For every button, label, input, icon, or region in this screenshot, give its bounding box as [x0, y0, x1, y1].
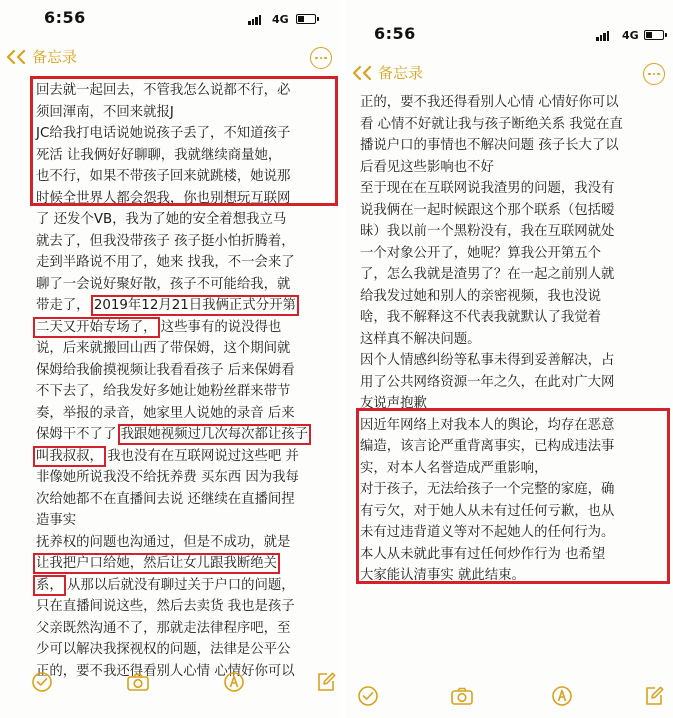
highlighted-text: 让我把户口给她，然后让女儿跟我断绝关 [36, 556, 278, 571]
note-line [36, 424, 334, 446]
highlighted-text: 系， [36, 577, 63, 593]
markup-icon[interactable] [222, 670, 246, 694]
note-line: 因个人情感纠纷等私事未得到妥善解决，占 [360, 353, 615, 368]
back-label: 备忘录 [32, 48, 78, 66]
battery-icon [296, 14, 316, 24]
network-label: 4G [272, 13, 289, 26]
status-bar [0, 0, 340, 34]
checklist-icon[interactable] [30, 670, 54, 694]
signal-icon [596, 31, 609, 41]
note-line: 编造，该言论严重背离事实，已构成违法事 [360, 439, 615, 454]
note-line: 走到半路说不用了，她来 找我，不一会来了 [36, 255, 295, 270]
note-line: 时候全世界人都会怨我，你也别想玩互联网 [36, 190, 291, 206]
note-line: 对于孩子，无法给孩子一个完整的家庭，确 [360, 482, 615, 497]
compose-icon[interactable] [642, 684, 666, 708]
note-line: 实，对本人名誉造成严重影响， [360, 460, 548, 476]
note-line: 后看见这些影响也不好 [360, 159, 494, 175]
note-line: 父亲既然沟通不了，那就走法律程序吧，至 [36, 620, 291, 636]
more-options-icon[interactable] [310, 47, 332, 69]
note-line [36, 553, 334, 575]
highlighted-text: 2019年12月21日我俩正式分开第 [93, 298, 296, 313]
note-line: 啥，我不解释这不代表我就默认了我觉着 [360, 310, 602, 325]
compose-icon[interactable] [314, 670, 338, 694]
back-label: 备忘录 [378, 64, 424, 82]
note-line: 死活 让我俩好好聊聊，我就继续商量她， [36, 147, 282, 163]
note-line: 保姆给我偷摸视频让我看看孩子 后来保姆看 [36, 362, 295, 378]
note-line: 这样真不解决问题。 [360, 331, 481, 347]
note-text: 我也没有在互联网说过这些吧 并 [107, 448, 299, 464]
back-button[interactable] [352, 62, 423, 83]
note-text: 这些事有的说没得也 [160, 319, 282, 335]
battery-icon [644, 30, 664, 40]
note-line: 不下去了，给我发好多她让她粉丝群来带节 [36, 384, 291, 399]
note-line: 一个对象公开了，她呢？算我公开第五个 [360, 245, 602, 261]
camera-icon[interactable] [450, 684, 474, 708]
markup-icon[interactable] [550, 684, 574, 708]
note-line [36, 446, 334, 468]
status-time: 6:56 [44, 8, 86, 27]
note-line: 正的，要不我还得看别人心情 心情好你可以 [360, 95, 619, 110]
note-line: 造事实 [36, 513, 77, 528]
note-line: 须回渾南，不回来就报J [36, 104, 174, 120]
note-line: 回去就一起回去，不管我怎么说都不行，必 [36, 83, 291, 98]
note-line: 也不行，如果不带孩子回来就跳楼，她说那 [36, 169, 291, 184]
note-line: 只在直播间说这些，然后去卖货 我也是孩子 [36, 599, 295, 614]
note-line: 少可以解决我探视权的问题，法律是公平公 [36, 642, 291, 657]
more-options-icon[interactable] [643, 63, 665, 85]
network-label: 4G [622, 29, 639, 42]
note-line: 了 还发个VB，我为了她的安全着想我立马 [36, 212, 287, 227]
highlight-box [356, 408, 670, 584]
chevron-left-icon [6, 49, 28, 65]
nav-bar [0, 44, 340, 74]
note-line: 看 心情不好就让我与孩子断绝关系 我觉在直 [360, 116, 623, 132]
camera-icon[interactable] [126, 670, 150, 694]
note-line: 说我俩在一起时候跟这个那个联系（包括暧 [360, 202, 615, 218]
note-line: 非像她所说我没不给抚养费 买东西 因为我每 [36, 470, 299, 485]
note-line: JC给我打电话说她说孩子丢了，不知道孩子 [36, 126, 291, 141]
note-line: 大家能认清事实 就此结束。 [360, 568, 525, 583]
note-text: 保姆干不了了 [36, 427, 117, 442]
note-line: 就去了，但我没带孩子 孩子挺小怕折腾着， [36, 233, 295, 249]
note-line: 因近年网络上对我本人的舆论，均存在恶意 [360, 417, 615, 433]
highlighted-text: 叫我叔叔， [36, 448, 103, 464]
note-line: 正的，要不我还得看别人心情 心情好你可以 [36, 663, 295, 679]
status-bar [346, 0, 673, 43]
bottom-toolbar [346, 684, 673, 714]
note-line: 聊了一会说好聚好散，孩子不可能给我，就 [36, 276, 291, 292]
note-line: 未有过违背道义等对不起她人的任何行为。 [360, 525, 615, 540]
note-line: 播说户口的事情也不解决问题 孩子长大了以 [360, 138, 619, 153]
note-line: 有亏欠，对于她人从未有过任何亏歉，也从 [360, 503, 615, 519]
note-line: 友说声抱歉 [360, 396, 427, 411]
back-button[interactable] [6, 46, 77, 67]
note-line: 用了公共网络资源一年之久，在此对广大网 [360, 374, 615, 390]
note-line: 抚养权的问题也沟通过，但是不成功，就是 [36, 534, 291, 550]
note-line: 奏，举报的录音，她家里人说她的录音 后来 [36, 405, 295, 421]
note-line: 至于现在在互联网说我渣男的问题，我没有 [360, 181, 615, 196]
highlighted-text: 二天又开始专场了， [36, 319, 157, 335]
note-line: 说，后来就搬回山西了带保姆，这个期间就 [36, 341, 291, 356]
note-line [36, 575, 334, 597]
signal-icon [248, 15, 261, 25]
note-line [36, 295, 334, 317]
bottom-toolbar [0, 670, 340, 700]
note-line: 本人从未就此事有过任何炒作行为 也希望 [360, 546, 606, 562]
note-line [36, 317, 334, 339]
checklist-icon[interactable] [356, 684, 380, 708]
note-text: 从那以后就没有聊过关于户口的问题， [67, 577, 295, 593]
note-line: 次给她都不在直播间去说 还继续在直播间捏 [36, 491, 295, 507]
chevron-left-icon [352, 65, 374, 81]
note-text: 带走了， [36, 298, 90, 313]
right-screenshot [346, 0, 673, 718]
highlighted-text: 我跟她视频过几次每次都让孩子 [120, 427, 309, 442]
status-time: 6:56 [374, 24, 416, 43]
note-line: 给我发过她和别人的亲密视频，我也没说 [360, 288, 602, 304]
highlight-box [30, 76, 338, 206]
nav-bar [346, 60, 673, 90]
note-line: 了，怎么我就是渣男了？在一起之前别人就 [360, 267, 615, 282]
note-line: 昧）我以前一个黑粉没有，我在互联网就处 [360, 224, 615, 239]
